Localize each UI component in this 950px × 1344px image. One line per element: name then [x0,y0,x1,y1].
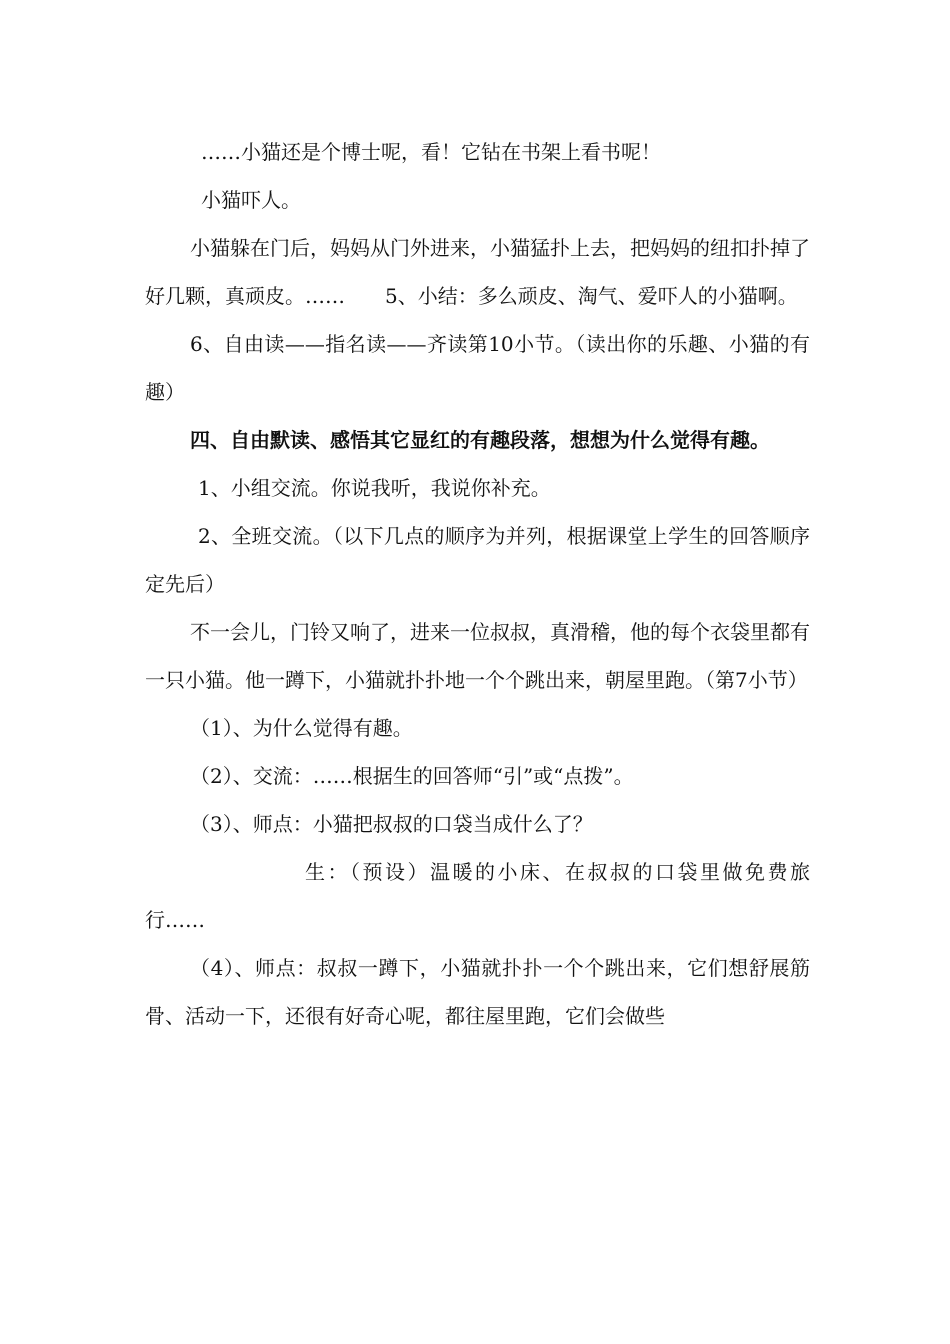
student-answer: 生：（预设）温暖的小床、在叔叔的口袋里做免费旅行…… [145,860,810,932]
document-body [145,128,810,1040]
list-item-4: （4）、师点：叔叔一蹲下，小猫就扑扑一个个跳出来，它们想舒展筋骨、活动一下，还很有好奇心呢，都往屋里跑，它们会做些 [145,956,810,1028]
paragraph-4: 6、自由读——指名读——齐读第10小节。（读出你的乐趣、小猫的有趣） [145,332,810,404]
paragraph-5: 1、小组交流。你说我听，我说你补充。 [198,476,551,500]
paragraph-3: 小猫躲在门后，妈妈从门外进来，小猫猛扑上去，把妈妈的纽扣扑掉了好几颗，真顽皮。…… 5、小结：多么顽皮、淘气、爱吓人的小猫啊。 [145,236,810,308]
list-item-3: （3）、师点：小猫把叔叔的口袋当成什么了？ [190,812,593,836]
section-heading: 四、自由默读、感悟其它显红的有趣段落，想想为什么觉得有趣。 [190,428,770,452]
list-item-1: （1）、为什么觉得有趣。 [190,716,413,740]
quoted-passage: 不一会儿，门铃又响了，进来一位叔叔，真滑稽，他的每个衣袋里都有一只小猫。他一蹲下，小猫就扑扑地一个个跳出来，朝屋里跑。（第7小节） [145,620,810,692]
paragraph-6: 2、全班交流。（以下几点的顺序为并列，根据课堂上学生的回答顺序定先后） [145,524,810,596]
paragraph-1: ……小猫还是个博士呢，看！它钻在书架上看书呢！ [201,140,661,164]
list-item-2: （2）、交流：……根据生的回答师“引”或“点拨”。 [190,764,634,788]
paragraph-2: 小猫吓人。 [201,188,301,212]
